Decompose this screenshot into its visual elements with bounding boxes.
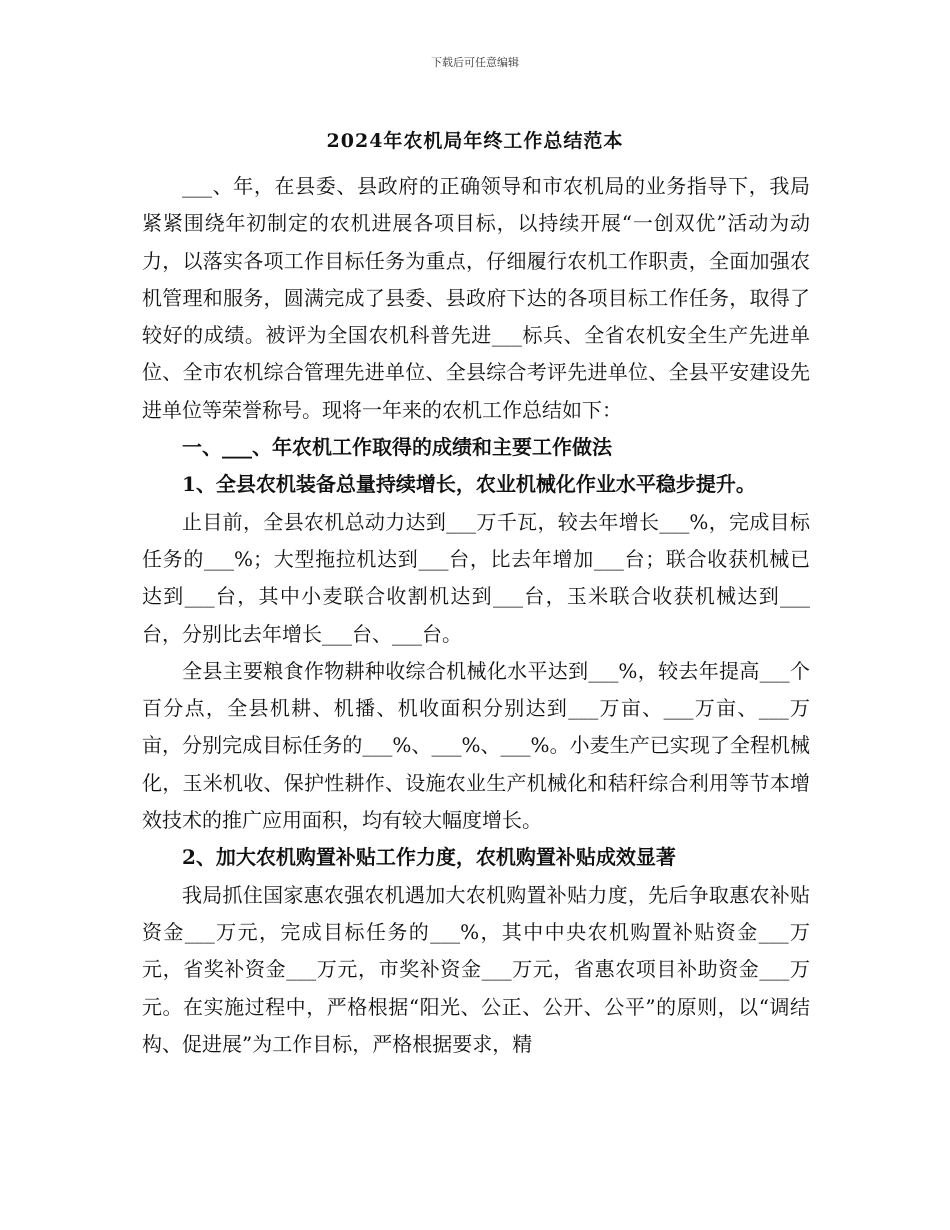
document-body [142,168,810,1063]
paragraph-subsidy: 我局抓住国家惠农强农机遇加大农机购置补贴力度，先后争取惠农补贴资金___万元，完成目标任务的___%，其中中央农机购置补贴资金___万元，省奖补资金___万元，市奖补资金___万元，省惠农项目补助资金___万元。在实施过程中，严格根据“阳光、公正、公开、公平”的原则，以“调结构、促进展”为工作目标，严格根据要求，精 [142,882,810,1056]
section-heading-1: 一、___、年农机工作取得的成绩和主要工作做法 [182,435,612,460]
header-note: 下载后可任意编辑 [431,56,519,69]
intro-paragraph: ___、年，在县委、县政府的正确领导和市农机局的业务指导下，我局紧紧围绕年初制定的农机进展各项目标，以持续开展“一创双优”活动为动力，以落实各项工作目标任务为重点，仔细履行农机工作职责，全面加强农机管理和服务，圆满完成了县委、县政府下达的各项目标工作任务，取得了较好的成绩。被评为全国农机科普先进___标兵、全省农机安全生产先进单位、全市农机综合管理先进单位、全县综合考评先进单位、全县平安建设先进单位等荣誉称号。现将一年来的农机工作总结如下： [142,174,810,422]
subsection-heading-1: 1、全县农机装备总量持续增长，农业机械化作业水平稳步提升。 [182,472,756,497]
page-title: 2024年农机局年终工作总结范本 [326,130,624,152]
paragraph-mechanization-level: 全县主要粮食作物耕种收综合机械化水平达到___%，较去年提高___个百分点，全县机耕、机播、机收面积分别达到___万亩、___万亩、___万亩，分别完成目标任务的___%、___%、___%。小麦生产已实现了全程机械化，玉米机收、保护性耕作、设施农业生产机械化和秸秆综合利用等节本增效技术的推广应用面积，均有较大幅度增长。 [142,658,810,833]
subsection-heading-2: 2、加大农机购置补贴工作力度，农机购置补贴成效显著 [182,845,676,870]
paragraph-machinery-stats: 止目前，全县农机总动力达到___万千瓦，较去年增长___%，完成目标任务的___%；大型拖拉机达到___台，比去年增加___台；联合收获机械已达到___台，其中小麦联合收割机达到___台，玉米联合收获机械达到___台，分别比去年增长___台、___台。 [142,509,810,646]
